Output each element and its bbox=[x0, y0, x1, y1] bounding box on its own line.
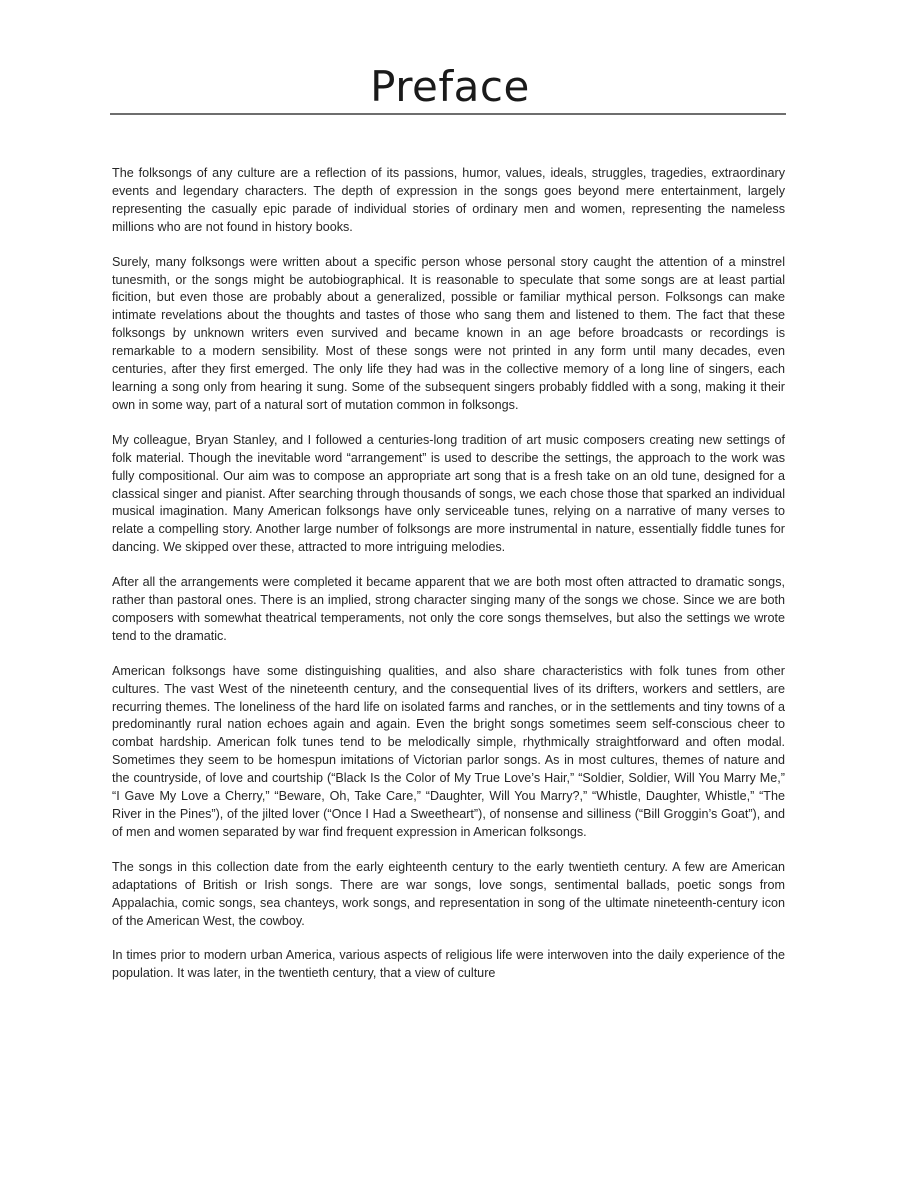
paragraph-6: The songs in this collection date from the early eighteenth century to the early twentieth century. A few are American adaptations of British or Irish songs. There are war songs, love songs, sentimental ballads, poetic songs from Appalachia, comic songs, sea chanteys, work songs, and representation in song of the ultimate nineteenth-century icon of the American West, the cowboy. bbox=[112, 859, 785, 928]
title-divider bbox=[110, 113, 786, 115]
preface-body bbox=[112, 165, 785, 1000]
paragraph-3: My colleague, Bryan Stanley, and I followed a centuries-long tradition of art music composers creating new settings of folk material. Though the inevitable word “arrangement” is used to describe the settings, the approach to the work was fully compositional. Our aim was to compose an appropriate art song that is a fresh take on an old tune, designed for a classical singer and pianist. After searching through thousands of songs, we each chose those that sparked an individual musical imagination. Many American folksongs have only serviceable tunes, relying on a narrative of many verses to relate a compelling story. Another large number of folksongs are more instrumental in nature, essentially fiddle tunes for dancing. We skipped over these, attracted to more intriguing melodies. bbox=[112, 432, 785, 555]
paragraph-2: Surely, many folksongs were written about a specific person whose personal story caught the attention of a minstrel tunesmith, or the songs might be autobiographical. It is reasonable to speculate that some songs are at least partial ficition, but even those are probably about a generalized, possible or familiar mythical person. Folksongs can make intimate revelations about the thoughts and tastes of those who sang them and listened to them. The fact that these folksongs by unknown writers even survived and became known in an age before broadcasts or recordings is remarkable to a modern sensibility. Most of these songs were not printed in any form until many decades, even centuries, after they first emerged. The only life they had was in the collective memory of a long line of singers, each learning a song only from hearing it sung. Some of the subsequent singers probably fiddled with a song, making it their own in some way, part of a natural sort of mutation common in folksongs. bbox=[112, 254, 785, 412]
page-title: Preface bbox=[370, 62, 530, 111]
paragraph-7: In times prior to modern urban America, various aspects of religious life were interwoven into the daily experience of the population. It was later, in the twentieth century, that a view of culture bbox=[112, 948, 785, 981]
paragraph-5: American folksongs have some distinguishing qualities, and also share characteristics with folk tunes from other cultures. The vast West of the nineteenth century, and the consequential lives of its drifters, workers and settlers, are recurring themes. The loneliness of the hard life on isolated farms and ranches, or in the settlements and tiny towns of a predominantly rural nation echoes again and again. Even the bright songs sometimes seem self-conscious cheer to combat hardship. American folk tunes tend to be melodically simple, rhythmically straightforward and often modal. Sometimes they seem to be homespun imitations of Victorian parlor songs. As in most cultures, themes of nature and the countryside, of love and courtship (“Black Is the Color of My True Love’s Hair,” “Soldier, Soldier, Will You Marry Me,” “I Gave My Love a Cherry,” “Beware, Oh, Take Care,” “Daughter, Will You Marry?,” “Whistle, Daughter, Whistle,” “The River in the Pines”), of the jilted lover (“Once I Had a Sweetheart”), of nonsense and silliness (“Bill Groggin’s Goat”), and of men and women separated by war find frequent expression in American folksongs. bbox=[112, 663, 785, 839]
paragraph-1: The folksongs of any culture are a reflection of its passions, humor, values, ideals, struggles, tragedies, extraordinary events and legendary characters. The depth of expression in the songs goes beyond mere entertainment, largely representing the casually epic parade of individual stories of ordinary men and women, representing the nameless millions who are not found in history books. bbox=[112, 166, 785, 234]
paragraph-4: After all the arrangements were completed it became apparent that we are both most often attracted to dramatic songs, rather than pastoral ones. There is an implied, strong character singing many of the songs we chose. Since we are both composers with somewhat theatrical temperaments, not only the core songs themselves, but also the settings we wrote tend to the dramatic. bbox=[112, 575, 785, 643]
